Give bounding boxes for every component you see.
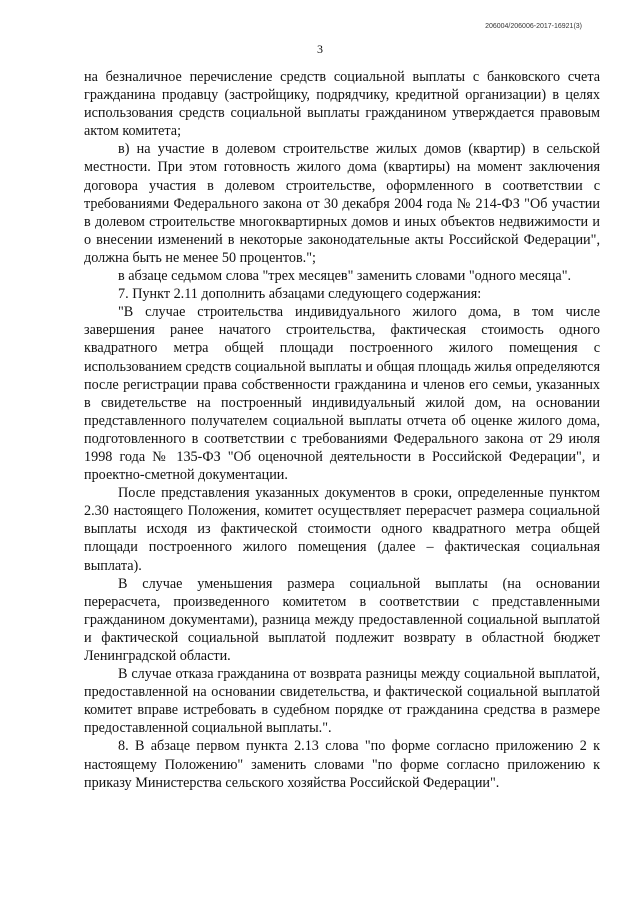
document-id: 206004/206006-2017-16921(3): [485, 23, 582, 30]
paragraph: В случае уменьшения размера социальной выплаты (на основании перерасчета, произведенного комитетом в соответствии с представленными гражданином документами), разница между предоставленной социальной выплатой и фактической социальной выплатой подлежит возврату в областной бюджет Ленинградской области.: [84, 575, 600, 664]
document-body: [84, 68, 600, 792]
paragraph: в абзаце седьмом слова "трех месяцев" заменить словами "одного месяца".: [118, 268, 572, 285]
page-number: 3: [317, 42, 323, 56]
paragraph: в) на участие в долевом строительстве жилых домов (квартир) в сельской местности. При этом готовность жилого дома (квартиры) на момент заключения договора участия в долевом строительстве, оформленного в соответствии с требованиями Федерального закона от 30 декабря 2004 года № 214-ФЗ "Об участии в долевом строительстве многоквартирных домов и иных объектов недвижимости и о внесении изменений в некоторые законодательные акты Российской Федерации", должна быть не менее 50 процентов.";: [84, 141, 600, 266]
paragraph: "В случае строительства индивидуального жилого дома, в том числе завершения ранее начатого строительства, фактическая стоимость одного квадратного метра общей площади построенного жилого помещения с использованием средств социальной выплаты и общая площадь жилья определяются после регистрации права собственности гражданина и членов его семьи, указанных в свидетельстве на построенный индивидуальный жилой дом, на основании представленного получателем социальной выплаты отчета об оценке жилого дома, подготовленного в соответствии с требованиями Федерального закона от 29 июля 1998 года № 135-ФЗ "Об оценочной деятельности в Российской Федерации", и проектно-сметной документации.: [84, 304, 600, 484]
paragraph: на безналичное перечисление средств социальной выплаты с банковского счета гражданина продавцу (застройщику, подрядчику, кредитной организации) в целях использования средств социальной выплаты гражданином утверждается правовым актом комитета;: [84, 69, 600, 140]
paragraph: 7. Пункт 2.11 дополнить абзацами следующего содержания:: [118, 286, 482, 303]
paragraph: В случае отказа гражданина от возврата разницы между социальной выплатой, предоставленной на основании свидетельства, и фактической социальной выплатой комитет вправе истребовать в судебном порядке от гражданина средства в размере предоставленной социальной выплаты.".: [84, 666, 600, 737]
paragraph: После представления указанных документов в сроки, определенные пунктом 2.30 настоящего Положения, комитет осуществляет перерасчет размера социальной выплаты исходя из фактической стоимости одного квадратного метра общей площади построенного жилого помещения (далее – фактическая социальная выплата).: [84, 485, 600, 574]
paragraph: 8. В абзаце первом пункта 2.13 слова "по форме согласно приложению 2 к настоящему Положению" заменить словами "по форме согласно приложению к приказу Министерства сельского хозяйства Российской Федерации".: [84, 738, 600, 791]
